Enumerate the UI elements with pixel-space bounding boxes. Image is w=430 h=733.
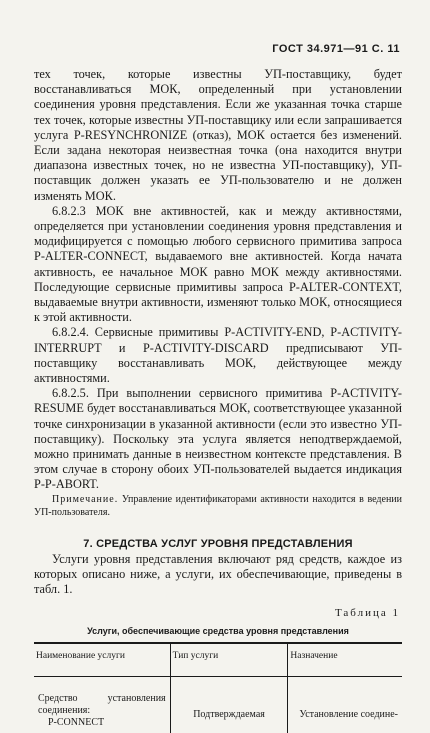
table-row bbox=[34, 676, 402, 733]
column-header-purpose: Назначение bbox=[288, 643, 402, 677]
column-header-service-type: Тип услуги bbox=[170, 643, 288, 677]
paragraph-6-8-2-5: 6.8.2.5. При выполнении сервисного примитива P-ACTIVITY-RESUME будет восстанавливаться МОК, соответствующее указанной точке синхронизации в указанной активности (если это известно УП-поставщику). Поскольку эта услуга является неподтверждаемой, можно принимать данные в неизвестном контексте представления. В этом случае в сторону обоих УП-пользователей выдается индикация P-P-ABORT. bbox=[34, 386, 402, 492]
table-cell-facility bbox=[34, 676, 170, 733]
page-header: ГОСТ 34.971—91 С. 11 bbox=[272, 43, 400, 55]
services-table bbox=[34, 642, 402, 733]
section-intro: Услуги уровня представления включают ряд средств, каждое из которых описано ниже, а услуги, их обеспечивающие, приведены в табл. 1. bbox=[34, 551, 402, 597]
table-label: Таблица 1 bbox=[334, 606, 400, 619]
paragraph-6-8-2-3: 6.8.2.3 МОК вне активностей, как и между активностями, определяется при установлении соединения уровня представления и модифицируется с помощью любого сервисного примитива запроса P-ALTER-CONNECT, выдаваемого вне активностей. Когда начата активность, ее начальное МОК равно МОК между активностями. Последующие сервисные примитивы запроса P-ALTER-CONTEXT, выдаваемые внутри активности, изменяют только МОК, относящиеся к этой активности. bbox=[34, 203, 402, 325]
note bbox=[34, 493, 402, 519]
paragraph-6-8-2-4: 6.8.2.4. Сервисные примитивы P-ACTIVITY-END, P-ACTIVITY-INTERRUPT и P-ACTIVITY-DISCARD предписывают УП-поставщику восстанавливать МОК, действующее между активностями. bbox=[34, 325, 402, 386]
table-caption: Услуги, обеспечивающие средства уровня представления bbox=[87, 625, 349, 636]
table-cell-purpose: Установление соедине- bbox=[288, 676, 402, 733]
column-header-service-name: Наименование услуги bbox=[34, 643, 170, 677]
service-name: P-CONNECT bbox=[48, 716, 105, 728]
paragraph-continuation: тех точек, которые известны УП-поставщику, будет восстанавливаться МОК, определенный при установлении соединения уровня представления. Если же указанная точка старше тех точек, которые известны УП-поставщику или если запрашивается услуга P-RESYNCHRONIZE (отказ), МОК остается без изменений. Если задана некоторая неизвестная точка (она находится внутри диапазона известных точек, но не известна УП-поставщику), УП-поставщик должен указать ее УП-пользователю и не должен изменять МОК. bbox=[34, 67, 402, 203]
table-cell-type: Подтверждаемая bbox=[170, 676, 288, 733]
note-label: Примечание. bbox=[52, 493, 119, 505]
document-body bbox=[34, 67, 402, 733]
note-text: Управление идентификаторами активности находится в ведении УП-пользователя. bbox=[34, 493, 402, 518]
facility-name: Средство установления соединения: bbox=[38, 692, 166, 716]
table-header-row bbox=[34, 643, 402, 677]
section-title: 7. СРЕДСТВА УСЛУГ УРОВНЯ ПРЕДСТАВЛЕНИЯ bbox=[83, 537, 353, 550]
